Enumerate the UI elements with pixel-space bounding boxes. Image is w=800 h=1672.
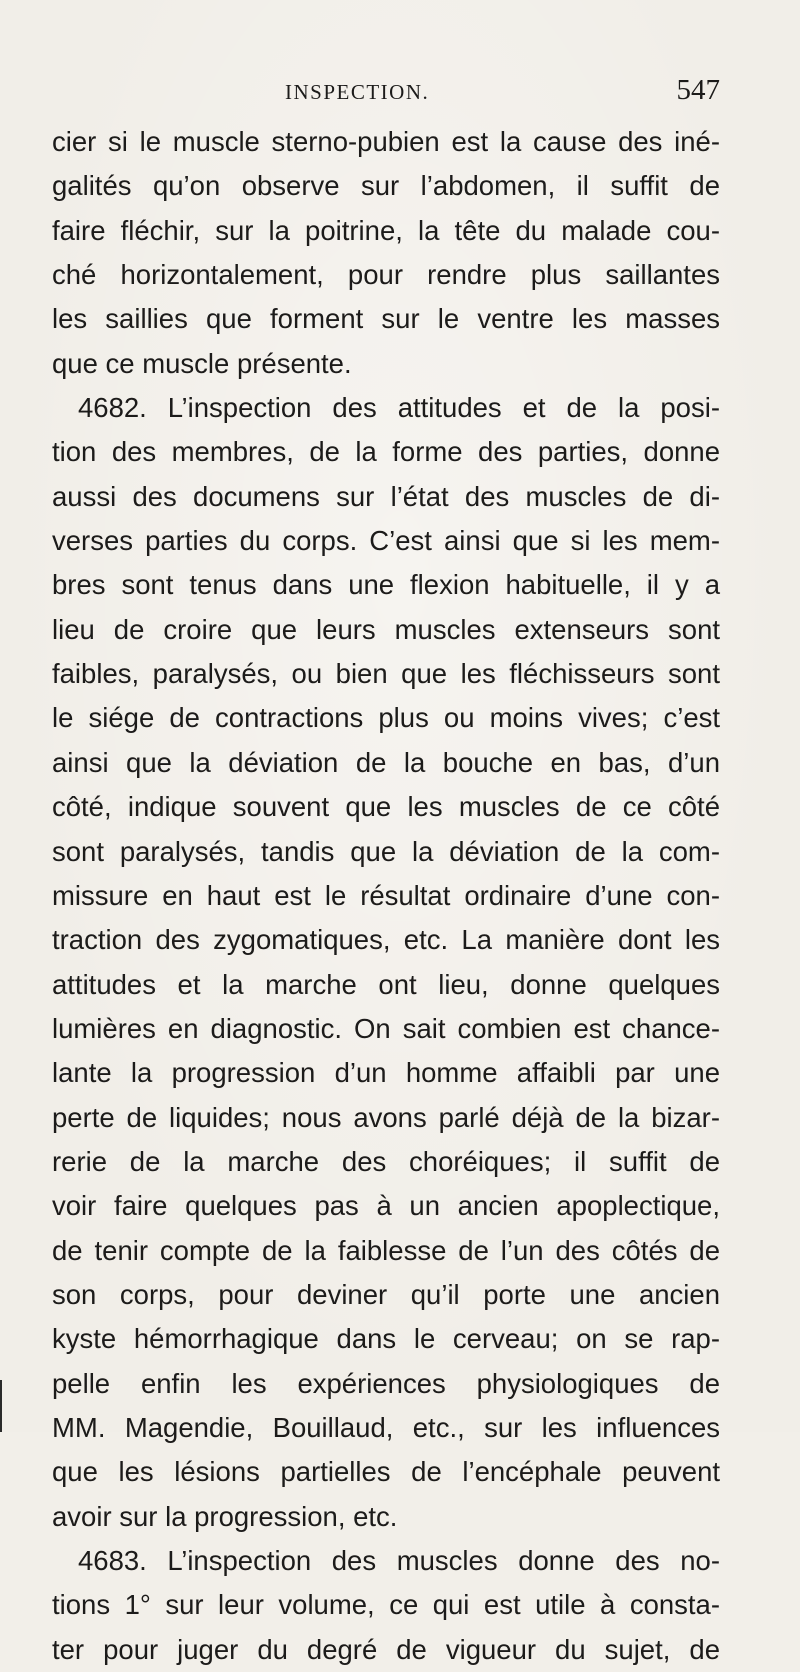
text-line: ter pour juger du degré de vigueur du sujet, de [52, 1633, 720, 1665]
text-line: aussi des documens sur l’état des muscles de di- [52, 480, 720, 512]
text-line: kyste hémorrhagique dans le cerveau; on se rap- [52, 1323, 720, 1355]
text-line: lieu de croire que leurs muscles extenseurs sont [52, 613, 720, 645]
text-line: missure en haut est le résultat ordinaire d’une con- [52, 879, 720, 911]
text-line: le siége de contractions plus ou moins vives; c’est [52, 702, 720, 734]
text-line: cier si le muscle sterno-pubien est la cause des iné- [52, 126, 720, 157]
text-line: de tenir compte de la faiblesse de l’un des côtés de [52, 1234, 720, 1266]
text-line: que les lésions partielles de l’encéphale peuvent [52, 1456, 720, 1488]
text-line: tion des membres, de la forme des parties, donne [52, 436, 720, 468]
running-title: INSPECTION. [285, 80, 430, 104]
text-line: voir faire quelques pas à un ancien apoplectique, [52, 1190, 720, 1222]
text-line: MM. Magendie, Bouillaud, etc., sur les influences [52, 1411, 720, 1443]
text-line: côté, indique souvent que les muscles de ce côté [52, 791, 720, 823]
scan-edge-mark [0, 1380, 2, 1432]
text-line: rerie de la marche des choréiques; il suffit de [52, 1145, 720, 1177]
body-text [52, 120, 720, 1672]
text-line: lumières en diagnostic. On sait combien est chance- [52, 1012, 720, 1044]
text-line: faibles, paralysés, ou bien que les fléchisseurs sont [52, 658, 720, 690]
text-line: pelle enfin les expériences physiologiques de [52, 1367, 720, 1399]
text-line: son corps, pour deviner qu’il porte une ancien [52, 1278, 720, 1310]
paragraph-end-line: que ce muscle présente. [52, 347, 352, 379]
text-line: sont paralysés, tandis que la déviation de la com- [52, 835, 720, 867]
text-line: ché horizontalement, pour rendre plus saillantes [52, 259, 720, 291]
paragraph-start-4683: 4683. L’inspection des muscles donne des no- [78, 1545, 720, 1576]
text-line: perte de liquides; nous avons parlé déjà de la bizar- [52, 1101, 720, 1133]
text-line: les saillies que forment sur le ventre les masses [52, 303, 720, 335]
text-line: bres sont tenus dans une flexion habituelle, il y a [52, 569, 720, 601]
paragraph-start-4682: 4682. L’inspection des attitudes et de la posi- [78, 392, 720, 424]
text-line: ainsi que la déviation de la bouche en bas, d’un [52, 746, 720, 778]
text-line: lante la progression d’un homme affaibli par une [52, 1057, 720, 1089]
text-line: tions 1° sur leur volume, ce qui est utile à consta- [52, 1589, 720, 1621]
text-line: galités qu’on observe sur l’abdomen, il suffit de [52, 170, 720, 202]
text-line: verses parties du corps. C’est ainsi que si les mem- [52, 525, 720, 557]
text-line: traction des zygomatiques, etc. La manière dont les [52, 924, 720, 956]
paragraph-end-line: avoir sur la progression, etc. [52, 1500, 398, 1532]
running-head [70, 74, 720, 114]
page-number: 547 [676, 74, 720, 106]
text-line: attitudes et la marche ont lieu, donne quelques [52, 968, 720, 1000]
text-line: faire fléchir, sur la poitrine, la tête du malade cou- [52, 214, 720, 246]
